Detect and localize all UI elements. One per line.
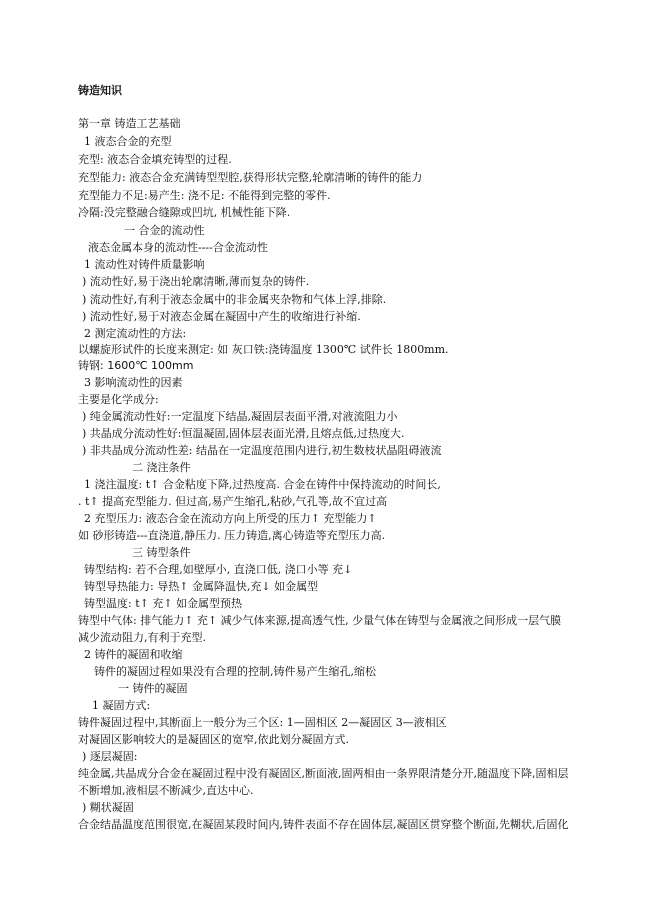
text-line: 铸型温度: t↑ 充↑ 如金属型预热 <box>84 597 243 610</box>
list-item: ) 流动性好,易于对液态金属在凝固中产生的收缩进行补缩. <box>82 310 361 323</box>
list-item: ) 流动性好,易于浇出轮廓清晰,薄而复杂的铸件. <box>82 275 310 288</box>
text-line: 不断增加,液相层不断减少,直达中心. <box>78 784 254 797</box>
text-line: 铸型结构: 若不合理,如壁厚小, 直浇口低, 浇口小等 充↓ <box>84 563 353 576</box>
text-line: 纯金属,共晶成分合金在凝固过程中没有凝固区,断面液,固两相由一条界限清楚分开,随温度下降,固相层 <box>78 767 569 780</box>
text-line: 如 砂形铸造---直浇道,静压力. 压力铸造,离心铸造等充型压力高. <box>78 529 386 542</box>
list-item: ) 逐层凝固: <box>82 750 138 763</box>
subsection-heading: 三 铸型条件 <box>132 546 191 559</box>
subsection-heading: 一 合金的流动性 <box>124 224 205 237</box>
text-line: 2 充型压力: 液态合金在流动方向上所受的压力↑ 充型能力↑ <box>84 512 377 525</box>
section-heading: 1 液态合金的充型 <box>84 135 172 148</box>
item-heading: 3 影响流动性的因素 <box>84 376 183 389</box>
list-item: ) 非共晶成分流动性差: 结晶在一定温度范围内进行,初生数枝状晶阻碍液流 <box>82 444 442 457</box>
text-line: 1 浇注温度: t↑ 合金粘度下降,过热度高. 合金在铸件中保持流动的时间长, <box>84 478 441 491</box>
chapter-heading: 第一章 铸造工艺基础 <box>78 117 181 130</box>
item-heading: 2 测定流动性的方法: <box>84 327 187 340</box>
text-line: 铸钢: 1600℃ 100mm <box>78 359 194 372</box>
subsection-heading: 二 浇注条件 <box>132 461 191 474</box>
document-title: 铸造知识 <box>78 84 122 97</box>
list-item: ) 流动性好,有利于液态金属中的非金属夹杂物和气体上浮,排除. <box>82 293 387 306</box>
list-item: ) 共晶成分流动性好:恒温凝固,固体层表面光滑,且熔点低,过热度大. <box>82 427 405 440</box>
item-heading: 1 流动性对铸件质量影响 <box>84 258 205 271</box>
text-line: 液态金属本身的流动性----合金流动性 <box>88 241 268 254</box>
text-line: 充型能力: 液态合金充满铸型型腔,获得形状完整,轮廓清晰的铸件的能力 <box>78 171 423 184</box>
text-line: 合金结晶温度范围很宽,在凝固某段时间内,铸件表面不存在固体层,凝固区贯穿整个断面,先糊状,后固化 <box>78 818 569 831</box>
text-line: 铸件凝固过程中,其断面上一般分为三个区: 1—固相区 2—凝固区 3—液相区 <box>78 716 447 729</box>
text-line: 铸型中气体: 排气能力↑ 充↑ 减少气体来源,提高透气性, 少量气体在铸型与金属液之间形成一层气膜 <box>78 614 562 627</box>
text-line: 对凝固区影响较大的是凝固区的宽窄,依此划分凝固方式. <box>78 733 349 746</box>
text-line: 减少流动阻力,有利于充型. <box>78 631 206 644</box>
text-line: 铸型导热能力: 导热↑ 金属降温快,充↓ 如金属型 <box>84 580 319 593</box>
text-line: 以螺旋形试件的长度来测定: 如 灰口铁:浇铸温度 1300℃ 试件长 1800mm. <box>78 343 449 356</box>
text-line: 冷隔:没完整融合缝隙或凹坑, 机械性能下降. <box>78 206 291 219</box>
text-line: . t↑ 提高充型能力. 但过高,易产生缩孔,粘砂,气孔等,故不宜过高 <box>78 495 388 508</box>
subsection-heading: 一 铸件的凝固 <box>118 682 188 695</box>
list-item: ) 纯金属流动性好:一定温度下结晶,凝固层表面平滑,对液流阻力小 <box>82 410 398 423</box>
section-heading: 2 铸件的凝固和收缩 <box>84 648 183 661</box>
text-line: 铸件的凝固过程如果没有合理的控制,铸件易产生缩孔,缩松 <box>94 665 376 678</box>
text-line: 充型能力不足:易产生: 浇不足: 不能得到完整的零件. <box>78 189 331 202</box>
text-line: 充型: 液态合金填充铸型的过程. <box>78 153 232 166</box>
item-heading: 1 凝固方式: <box>92 699 151 712</box>
list-item: ) 糊状凝固 <box>82 801 134 814</box>
text-line: 主要是化学成分: <box>78 393 159 406</box>
